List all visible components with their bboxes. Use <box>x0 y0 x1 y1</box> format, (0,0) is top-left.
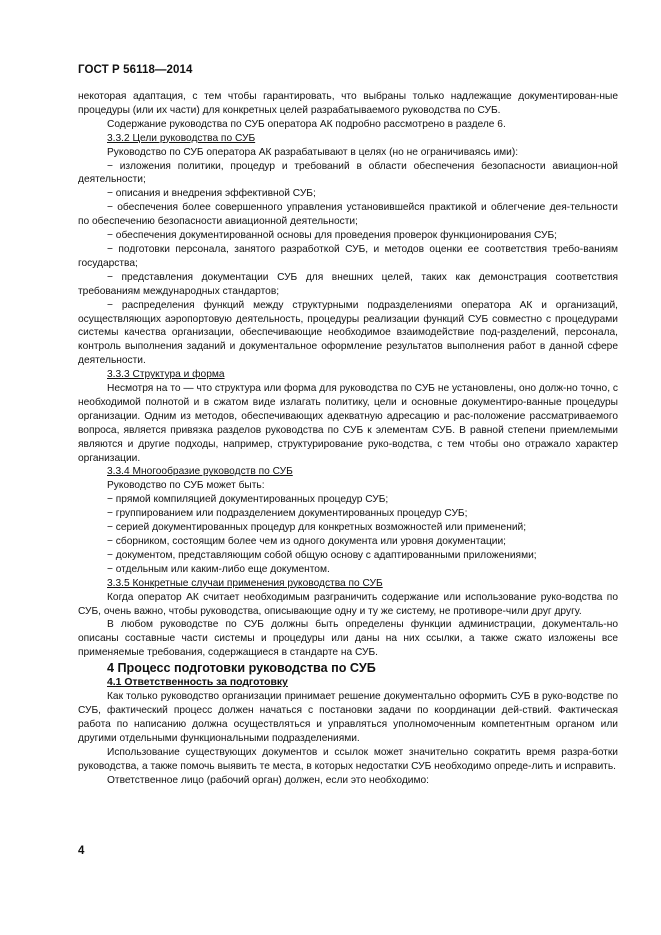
list-item: − обеспечения документированной основы для проведения проверок функционирования СУБ; <box>107 230 558 242</box>
list-item: − сборником, состоящим более чем из одного документа или уровня документации; <box>107 536 506 547</box>
paragraph: Руководство по СУБ оператора АК разрабатывают в целях (но не ограничиваясь ими): <box>107 146 519 158</box>
list-item: − подготовки персонала, занятого разработкой СУБ, и методов оценки ее соответствия требо-ваниям государства; <box>78 243 618 269</box>
paragraph: Ответственное лицо (рабочий орган) должен, если это необходимо: <box>107 774 429 786</box>
list-item: − отдельным или каким-либо еще документом. <box>107 563 330 575</box>
section-title: 4 Процесс подготовки руководства по СУБ <box>107 661 376 676</box>
list-item: − распределения функций между структурными подразделениями оператора АК и организаций, осуществляющих аэропортовую деятельность, процедуры реализации функций СУБ совместно с процедурами системы качества организации, обеспечивающие необходимое взаимодействие под-разделений, персонала, контроль выполнения заданий и документальное оформление результатов выполнения работ в данной сфере деятельности. <box>78 299 618 367</box>
list-item: − обеспечения более совершенного управления установившейся практикой и облегчение дея-тельности по обеспечению безопасности авиационной деятельности; <box>78 202 618 228</box>
list-item: − серией документированных процедур для конкретных возможностей или применений; <box>107 522 527 534</box>
list-item: − документом, представляющим собой общую основу с адаптированными приложениями; <box>107 549 537 561</box>
paragraph: Несмотря на то — что структура или форма для руководства по СУБ не установлены, оно долж-но точно, с необходимой полнотой и в сжатом виде излагать политику, цели и основные документиро-ванные процедуры организации. Одним из методов, обеспечивающих адекватную адресацию и рас-положение рассматриваемого вопроса, является привязка разделов руководства по СУБ к элементам СУБ. В равной степени приемлемыми являются и другие подходы, например, структурирование руко-водства, с тем чтобы оно отражало характер организации. <box>78 383 618 464</box>
subclause-heading-row <box>78 465 618 479</box>
list-item: − изложения политики, процедур и требований в области обеспечения безопасности авиацион-ной деятельности; <box>78 160 618 186</box>
list-item: − прямой компиляцией документированных процедур СУБ; <box>107 494 389 506</box>
paragraph: Использование существующих документов и ссылок может значительно сократить время разра-ботки руководства, а также помочь выявить те места, в которых недостатки СУБ необходимо опреде-лить и исправить. <box>78 746 618 772</box>
paragraph: некоторая адаптация, с тем чтобы гарантировать, что выбраны только надлежащие документирован-ные процедуры (или их части) для конкретных целей разрабатываемого руководства по СУБ. <box>78 91 618 116</box>
page-number: 4 <box>78 845 85 857</box>
document-header: ГОСТ Р 56118—2014 <box>78 64 193 76</box>
paragraph: В любом руководстве по СУБ должны быть определены функции администрации, документаль-но описаны составные части системы и процедуры или даны на них ссылки, а также сжато изложены все применяемые требования, содержащиеся в стандарте на СУБ. <box>78 619 618 659</box>
subclause-heading: 3.3.4 Многообразие руководств по СУБ <box>107 466 293 478</box>
page-body <box>78 90 618 788</box>
subsection-title: 4.1 Ответственность за подготовку <box>107 677 288 689</box>
subclause-heading-row <box>78 577 618 591</box>
subclause-heading-row <box>78 132 618 146</box>
paragraph: Как только руководство организации принимает решение документально оформить СУБ в руко-водстве по СУБ, фактический процесс должен начаться с постановки задачи по координации дей-ствий. Фактическая работа по написанию должна осуществляться и управляться уполномоченным компетентным органом или другими отдельными функциональными подразделениями. <box>78 691 618 744</box>
list-item: − представления документации СУБ для внешних целей, таких как демонстрация соответствия требованиям международных стандартов; <box>78 271 618 297</box>
subclause-heading: 3.3.2 Цели руководства по СУБ <box>107 132 256 144</box>
list-item: − группированием или подразделением документированных процедур СУБ; <box>107 508 468 520</box>
subclause-heading: 3.3.3 Структура и форма <box>107 369 225 381</box>
paragraph: Руководство по СУБ может быть: <box>107 480 265 492</box>
paragraph: Когда оператор АК считает необходимым разграничить содержание или использование руко-водства по СУБ, очень важно, чтобы руководства, описывающие одну и ту же систему, не противоре-чили друг другу. <box>78 591 618 617</box>
subclause-heading-row <box>78 368 618 382</box>
paragraph: Содержание руководства по СУБ оператора АК подробно рассмотрено в разделе 6. <box>107 118 506 130</box>
list-item: − описания и внедрения эффективной СУБ; <box>107 188 316 200</box>
subclause-heading: 3.3.5 Конкретные случаи применения руководства по СУБ <box>107 577 383 589</box>
